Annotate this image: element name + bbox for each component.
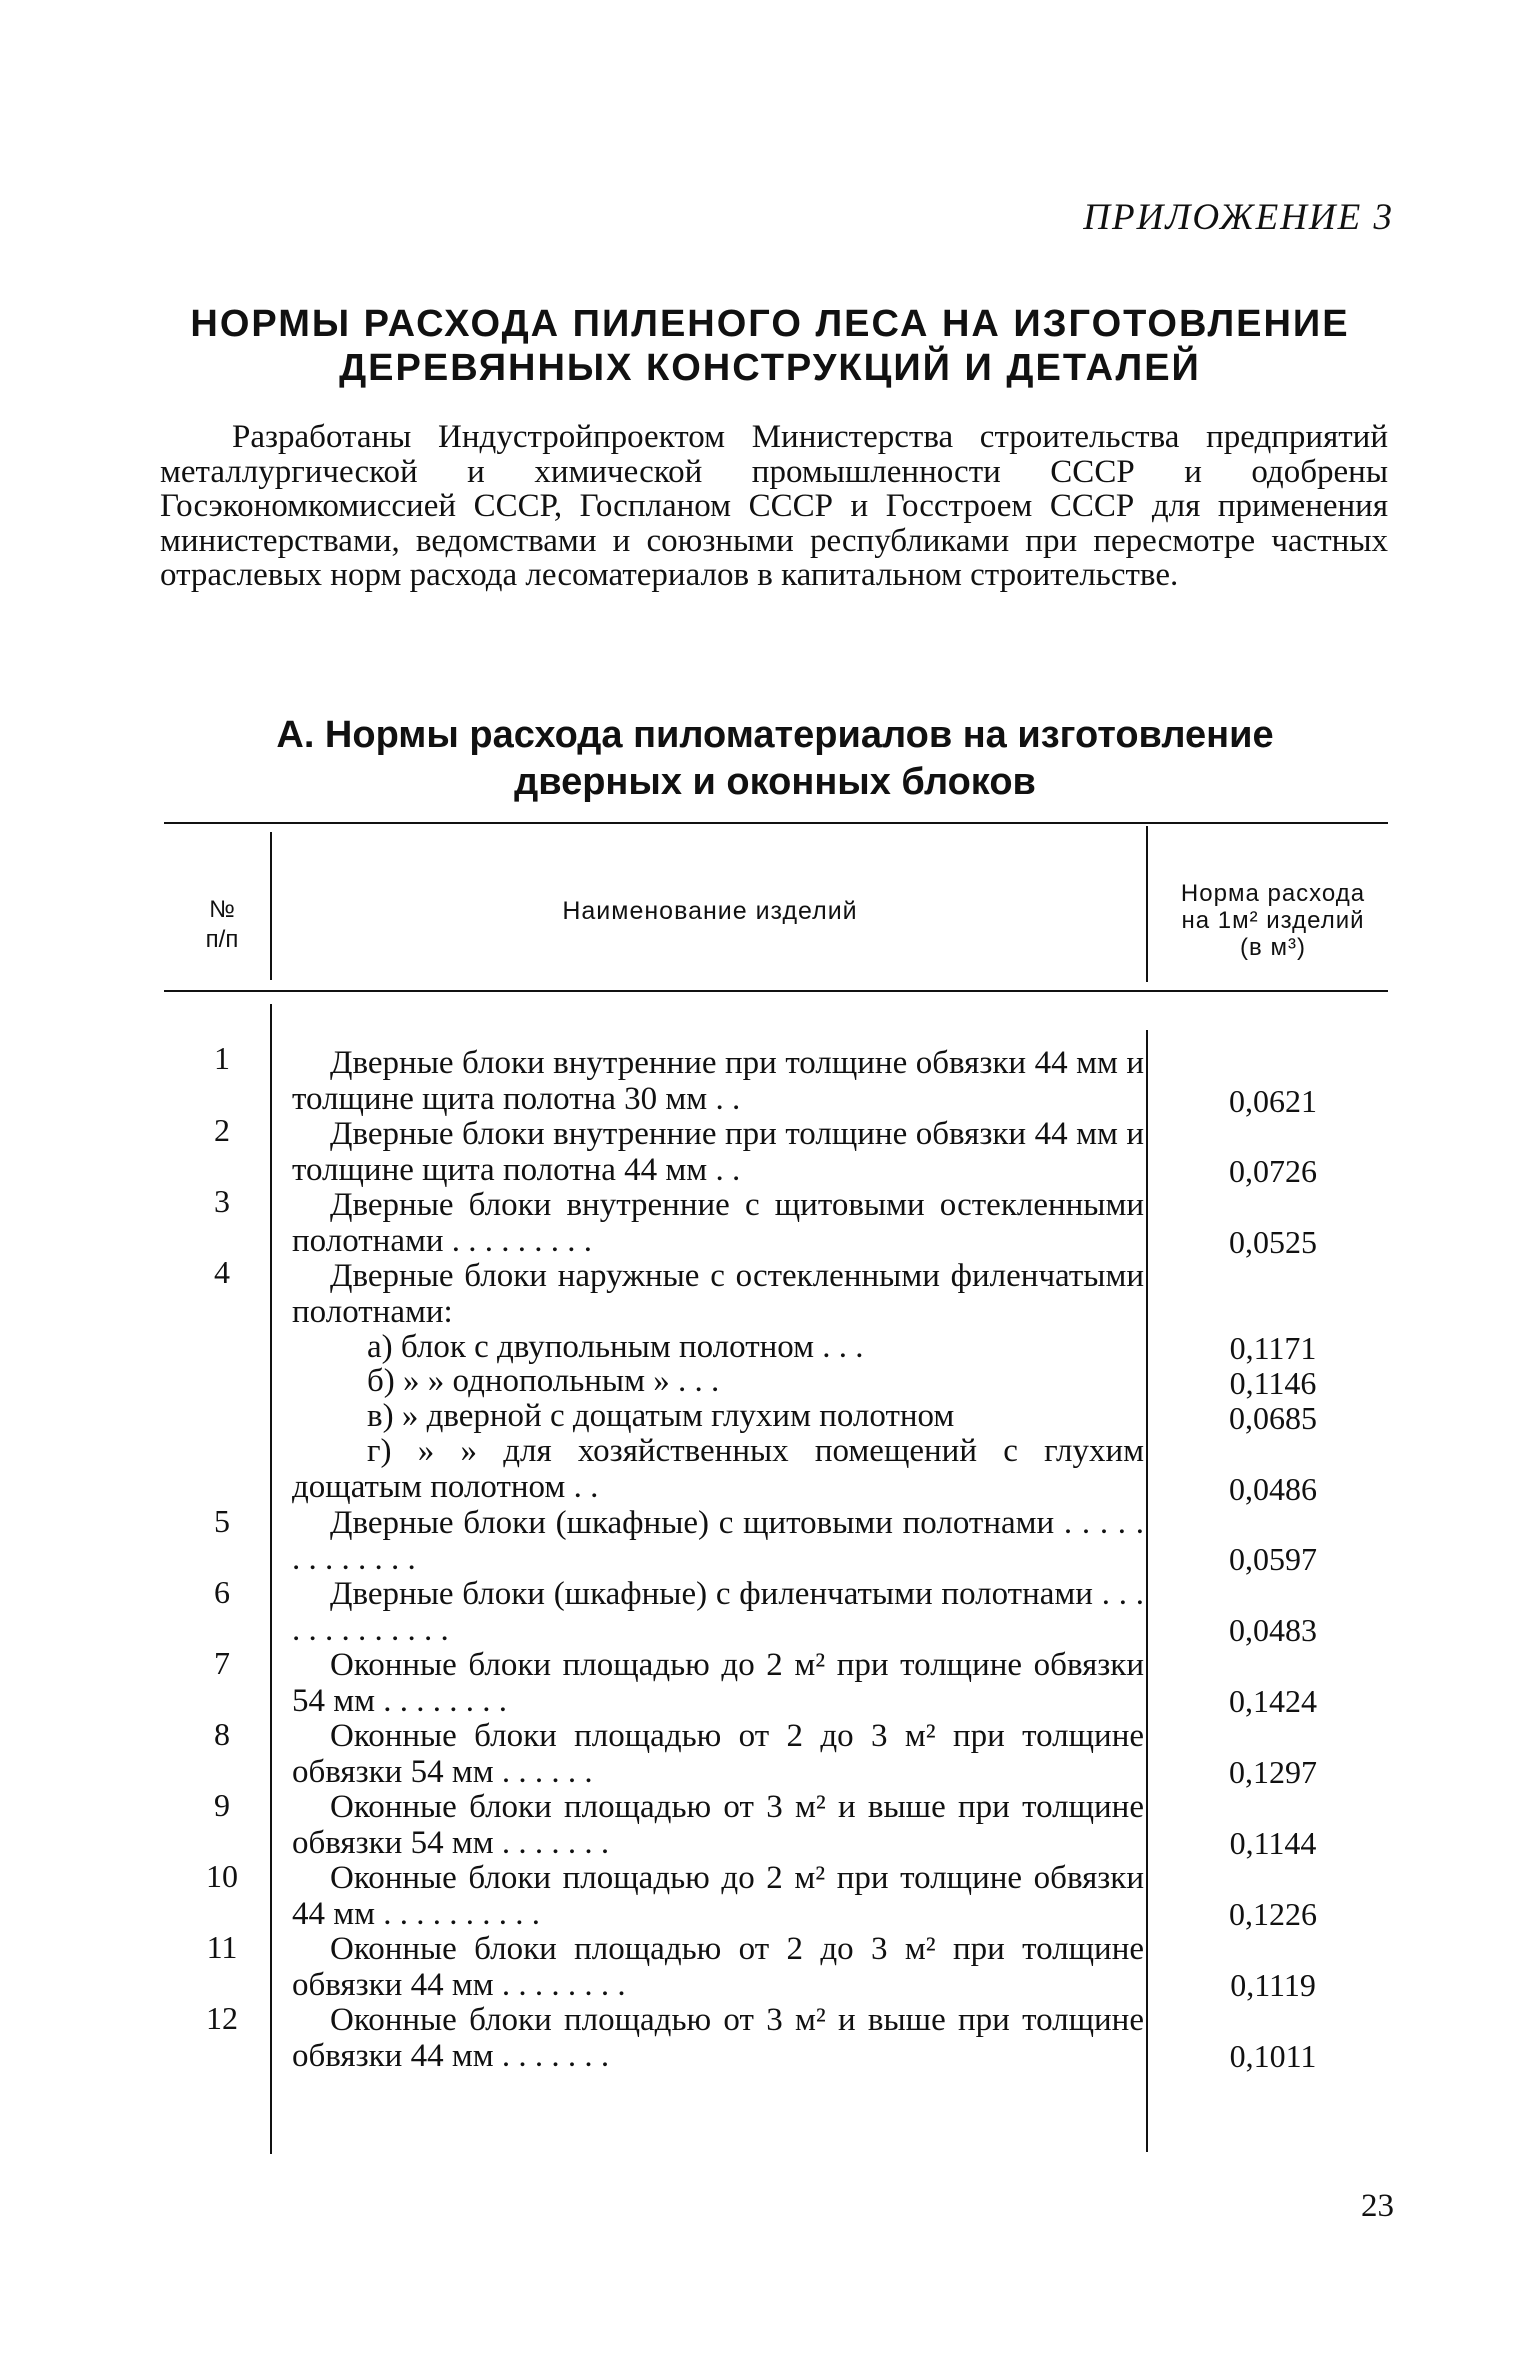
row-description bbox=[292, 1577, 1144, 1648]
row-description-text: б) » » однопольным » . . . bbox=[367, 1363, 720, 1399]
row-description-text: Оконные блоки площадью до 2 м² при толщине обвязки 44 мм . . . . . . . . . . bbox=[292, 1860, 1144, 1932]
norm-value: 0,0726 bbox=[1229, 1153, 1317, 1189]
row-description bbox=[292, 1188, 1144, 1259]
main-title-line-1: НОРМЫ РАСХОДА ПИЛЕНОГО ЛЕСА НА ИЗГОТОВЛЕНИЕ bbox=[190, 303, 1350, 345]
norm-value: 0,0486 bbox=[1229, 1471, 1317, 1507]
row-description-text: Дверные блоки внутренние при толщине обвязки 44 мм и толщине щита полотна 30 мм . . bbox=[292, 1045, 1144, 1117]
norm-value: 0,1119 bbox=[1230, 1967, 1316, 2003]
row-number: 3 bbox=[214, 1183, 230, 1219]
row-number: 10 bbox=[206, 1858, 238, 1894]
norm-value: 0,0525 bbox=[1229, 1224, 1317, 1260]
row-description bbox=[292, 1434, 1144, 1505]
row-description-text: Дверные блоки (шкафные) с щитовыми полотнами . . . . . . . . . . . . . bbox=[292, 1505, 1144, 1577]
row-number: 12 bbox=[206, 2000, 238, 2036]
row-description bbox=[292, 1399, 1144, 1435]
row-number: 2 bbox=[214, 1112, 230, 1148]
page-number: 23 bbox=[1361, 2188, 1394, 2224]
norm-value: 0,1171 bbox=[1229, 1330, 1317, 1366]
row-number: 9 bbox=[214, 1787, 230, 1823]
row-description-text: Оконные блоки площадью от 3 м² и выше при толщине обвязки 54 мм . . . . . . . bbox=[292, 1789, 1144, 1861]
row-number: 8 bbox=[214, 1716, 230, 1752]
row-description bbox=[292, 1117, 1144, 1188]
row-description bbox=[292, 1330, 1144, 1366]
row-description bbox=[292, 1932, 1144, 2003]
row-description-text: Оконные блоки площадью от 3 м² и выше при толщине обвязки 44 мм . . . . . . . bbox=[292, 2002, 1144, 2074]
row-description-text: Оконные блоки площадью от 2 до 3 м² при толщине обвязки 44 мм . . . . . . . . bbox=[292, 1931, 1144, 2003]
appendix-label: ПРИЛОЖЕНИЕ 3 bbox=[1083, 197, 1394, 238]
row-description-text: в) » дверной с дощатым глухим полотном bbox=[367, 1398, 955, 1434]
table-column-divider-2-body bbox=[1146, 1030, 1148, 2152]
column-header-number bbox=[172, 895, 272, 955]
norm-value: 0,1297 bbox=[1229, 1754, 1317, 1790]
section-title bbox=[160, 712, 1390, 806]
row-number: 6 bbox=[214, 1574, 230, 1610]
row-description bbox=[292, 1259, 1144, 1330]
norm-value: 0,1011 bbox=[1229, 2038, 1317, 2074]
row-description bbox=[292, 1790, 1144, 1861]
column-header-number-symbol: № bbox=[209, 896, 235, 923]
row-description bbox=[292, 1861, 1144, 1932]
section-title-line-2: дверных и оконных блоков bbox=[514, 761, 1036, 803]
row-description-text: Дверные блоки наружные с остекленными филенчатыми полотнами: bbox=[292, 1258, 1144, 1330]
table-header-rule bbox=[164, 990, 1388, 992]
intro-paragraph bbox=[160, 420, 1388, 593]
column-header-norm bbox=[1155, 880, 1391, 961]
table-top-rule bbox=[164, 822, 1388, 824]
norm-value: 0,0685 bbox=[1229, 1400, 1317, 1436]
row-description-text: Дверные блоки внутренние при толщине обвязки 44 мм и толщине щита полотна 44 мм . . bbox=[292, 1116, 1144, 1188]
column-header-norm-line-2: на 1м² изделий bbox=[1181, 907, 1365, 934]
row-description-text: Дверные блоки (шкафные) с филенчатыми полотнами . . . . . . . . . . . . . bbox=[292, 1576, 1144, 1648]
column-header-name: Наименование изделий bbox=[562, 897, 858, 925]
column-header-norm-line-1: Норма расхода bbox=[1180, 880, 1366, 907]
row-number: 7 bbox=[214, 1645, 230, 1681]
norm-value: 0,0483 bbox=[1229, 1612, 1317, 1648]
row-description bbox=[292, 1506, 1144, 1577]
norm-value: 0,1146 bbox=[1229, 1365, 1317, 1401]
row-number: 1 bbox=[214, 1040, 230, 1076]
row-description bbox=[292, 1719, 1144, 1790]
section-title-line-1: А. Нормы расхода пиломатериалов на изготовление bbox=[276, 714, 1274, 756]
row-description-text: Оконные блоки площадью от 2 до 3 м² при толщине обвязки 54 мм . . . . . . bbox=[292, 1718, 1144, 1790]
row-description bbox=[292, 1046, 1144, 1117]
row-number: 4 bbox=[214, 1254, 230, 1290]
norm-value: 0,0621 bbox=[1229, 1083, 1317, 1119]
row-description bbox=[292, 1364, 1144, 1400]
norm-value: 0,1226 bbox=[1229, 1896, 1317, 1932]
norm-value: 0,1424 bbox=[1229, 1683, 1317, 1719]
column-header-norm-line-3: (в м³) bbox=[1240, 934, 1306, 961]
main-title-line-2: ДЕРЕВЯННЫХ КОНСТРУКЦИЙ И ДЕТАЛЕЙ bbox=[339, 347, 1201, 389]
column-header-number-label: п/п bbox=[205, 926, 239, 953]
row-description bbox=[292, 2003, 1144, 2074]
row-description bbox=[292, 1648, 1144, 1719]
row-description-text: Оконные блоки площадью до 2 м² при толщине обвязки 54 мм . . . . . . . . bbox=[292, 1647, 1144, 1719]
row-description-text: Дверные блоки внутренние с щитовыми остекленными полотнами . . . . . . . . . bbox=[292, 1187, 1144, 1259]
row-description-text: а) блок с двупольным полотном . . . bbox=[367, 1329, 864, 1365]
norm-value: 0,0597 bbox=[1229, 1541, 1317, 1577]
row-number: 5 bbox=[214, 1503, 230, 1539]
norm-value: 0,1144 bbox=[1229, 1825, 1317, 1861]
row-number: 11 bbox=[206, 1929, 238, 1965]
row-description-text: г) » » для хозяйственных помещений с глухим дощатым полотном . . bbox=[292, 1433, 1144, 1505]
intro-text: Разработаны Индустройпроектом Министерства строительства предприятий металлургической и химической промышленности СССР и одобрены Госэкономкомиссией СССР, Госпланом СССР и Госстроем СССР для применения министерствами, ведомствами и союзными республиками при пересмотре частных отраслевых норм расхода лесоматериалов в капитальном строительстве. bbox=[160, 419, 1388, 593]
main-title bbox=[160, 302, 1380, 390]
